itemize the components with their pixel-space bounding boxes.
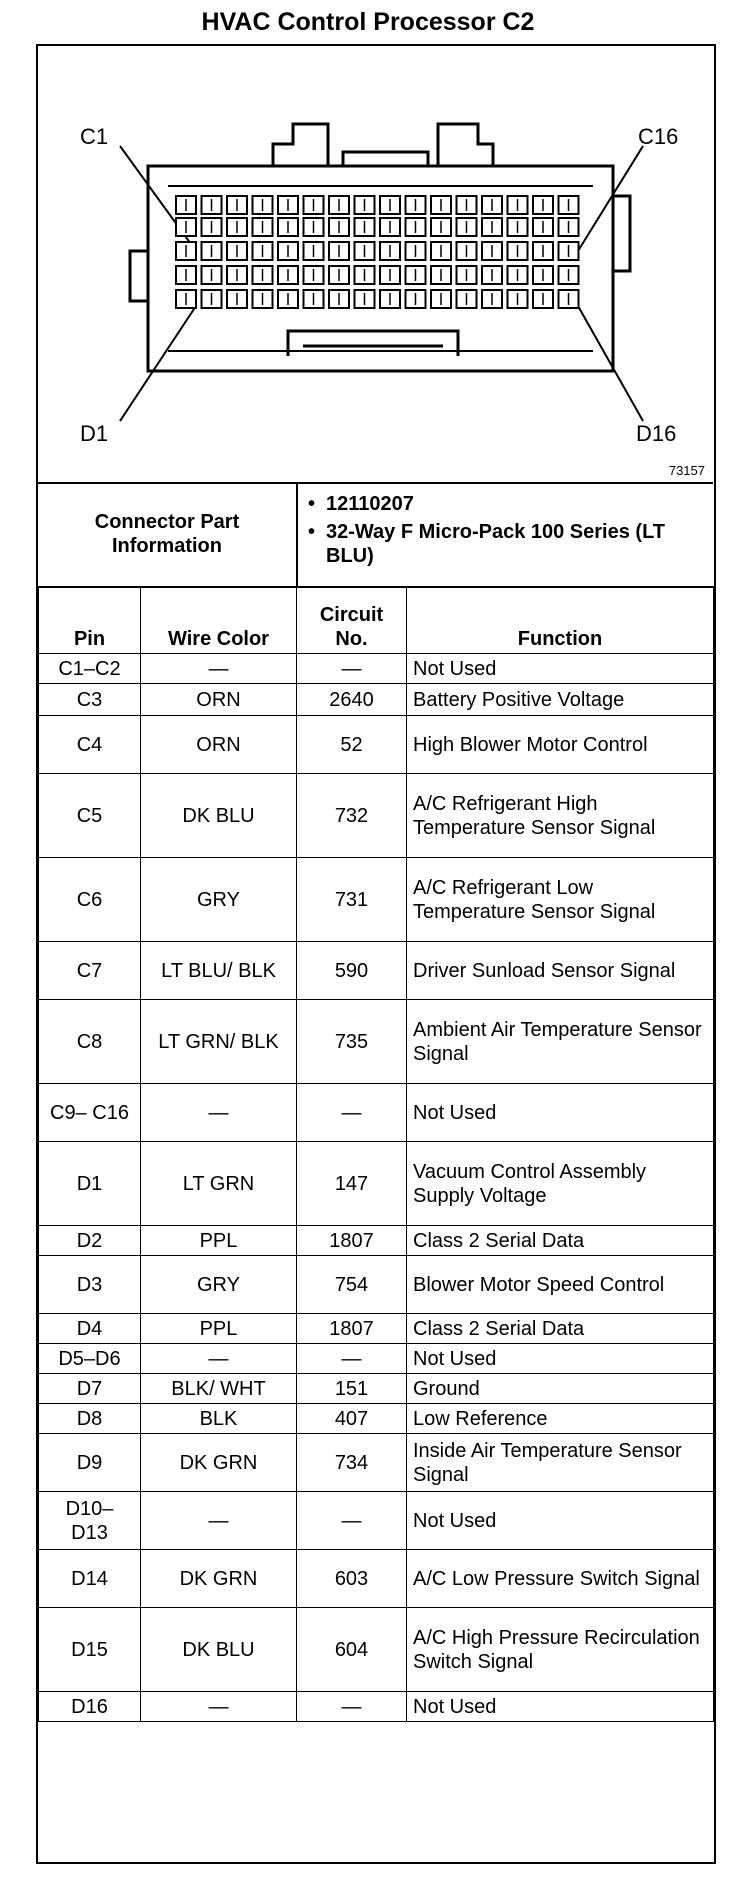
pin-cell: C5 <box>39 774 141 858</box>
circuit-cell: 731 <box>297 858 407 942</box>
table-row <box>39 1256 714 1314</box>
wire-color-cell: — <box>141 1084 297 1142</box>
circuit-cell: 732 <box>297 774 407 858</box>
pin-cell: C9– C16 <box>39 1084 141 1142</box>
function-cell: Inside Air Temperature Sensor Signal <box>407 1434 714 1492</box>
circuit-cell: 1807 <box>297 1314 407 1344</box>
header-circuit: Circuit No. <box>297 587 407 654</box>
pin-cell: C7 <box>39 942 141 1000</box>
page-title: HVAC Control Processor C2 <box>201 8 535 36</box>
pin-cell: D16 <box>39 1692 141 1722</box>
table-row <box>39 1374 714 1404</box>
wire-color-cell: — <box>141 654 297 684</box>
table-row <box>39 858 714 942</box>
wire-color-cell: DK BLU <box>141 1608 297 1692</box>
table-row <box>39 1404 714 1434</box>
header-wire-color: Wire Color <box>141 587 297 654</box>
circuit-cell: 735 <box>297 1000 407 1084</box>
pin-cell: D2 <box>39 1226 141 1256</box>
wire-color-cell: ORN <box>141 716 297 774</box>
table-header-row <box>39 587 714 654</box>
table-row <box>39 1314 714 1344</box>
circuit-cell: — <box>297 1344 407 1374</box>
wire-color-cell: — <box>141 1344 297 1374</box>
circuit-cell: — <box>297 1084 407 1142</box>
wire-color-cell: ORN <box>141 684 297 716</box>
diagram-reference-number: 73157 <box>668 463 705 478</box>
connector-frame <box>36 44 716 1864</box>
circuit-cell: 52 <box>297 716 407 774</box>
wire-color-cell: BLK/ WHT <box>141 1374 297 1404</box>
pin-cell: D14 <box>39 1550 141 1608</box>
pin-cell: D3 <box>39 1256 141 1314</box>
table-row <box>39 1226 714 1256</box>
table-row <box>39 942 714 1000</box>
wire-color-cell: PPL <box>141 1226 297 1256</box>
part-number: • 12110207 <box>308 492 703 516</box>
function-cell: Battery Positive Voltage <box>407 684 714 716</box>
table-row <box>39 1084 714 1142</box>
function-cell: A/C High Pressure Recirculation Switch Signal <box>407 1608 714 1692</box>
function-cell: Class 2 Serial Data <box>407 1226 714 1256</box>
connector-part-info-heading: Connector Part Information <box>38 482 298 586</box>
function-cell: Ground <box>407 1374 714 1404</box>
pin-cell: D10– D13 <box>39 1492 141 1550</box>
function-cell: Not Used <box>407 1344 714 1374</box>
wire-color-cell: LT GRN/ BLK <box>141 1000 297 1084</box>
circuit-cell: 754 <box>297 1256 407 1314</box>
connector-part-info-list <box>308 492 703 572</box>
wire-color-cell: LT GRN <box>141 1142 297 1226</box>
circuit-cell: 151 <box>297 1374 407 1404</box>
circuit-cell: 604 <box>297 1608 407 1692</box>
label-c1: C1 <box>80 124 109 149</box>
header-function: Function <box>407 587 714 654</box>
pin-cell: C6 <box>39 858 141 942</box>
connector-drawing <box>38 46 713 482</box>
table-row <box>39 1344 714 1374</box>
pinout-table <box>38 586 714 1722</box>
wire-color-cell: GRY <box>141 1256 297 1314</box>
pin-cell: C4 <box>39 716 141 774</box>
function-cell: High Blower Motor Control <box>407 716 714 774</box>
wire-color-cell: DK BLU <box>141 774 297 858</box>
wire-color-cell: GRY <box>141 858 297 942</box>
wire-color-cell: DK GRN <box>141 1550 297 1608</box>
circuit-cell: 1807 <box>297 1226 407 1256</box>
pin-cell: D9 <box>39 1434 141 1492</box>
label-d1: D1 <box>80 421 109 446</box>
wire-color-cell: LT BLU/ BLK <box>141 942 297 1000</box>
function-cell: Low Reference <box>407 1404 714 1434</box>
header-pin: Pin <box>39 587 141 654</box>
label-c16: C16 <box>638 124 679 149</box>
wire-color-cell: DK GRN <box>141 1434 297 1492</box>
function-cell: A/C Refrigerant High Temperature Sensor Signal <box>407 774 714 858</box>
circuit-cell: 603 <box>297 1550 407 1608</box>
circuit-cell: — <box>297 654 407 684</box>
function-cell: Not Used <box>407 1492 714 1550</box>
table-row <box>39 1000 714 1084</box>
function-cell: A/C Refrigerant Low Temperature Sensor Signal <box>407 858 714 942</box>
table-row <box>39 1550 714 1608</box>
pin-cell: C1–C2 <box>39 654 141 684</box>
circuit-cell: 734 <box>297 1434 407 1492</box>
function-cell: Blower Motor Speed Control <box>407 1256 714 1314</box>
table-row <box>39 774 714 858</box>
connector-diagram <box>38 46 713 484</box>
circuit-cell: 147 <box>297 1142 407 1226</box>
table-row <box>39 1492 714 1550</box>
function-cell: Not Used <box>407 1692 714 1722</box>
function-cell: Not Used <box>407 654 714 684</box>
function-cell: Class 2 Serial Data <box>407 1314 714 1344</box>
pin-cell: C3 <box>39 684 141 716</box>
circuit-cell: 2640 <box>297 684 407 716</box>
table-row <box>39 1608 714 1692</box>
function-cell: Driver Sunload Sensor Signal <box>407 942 714 1000</box>
wire-color-cell: BLK <box>141 1404 297 1434</box>
function-cell: Not Used <box>407 1084 714 1142</box>
label-d16: D16 <box>636 421 677 446</box>
circuit-cell: — <box>297 1692 407 1722</box>
wire-color-cell: PPL <box>141 1314 297 1344</box>
pin-cell: D4 <box>39 1314 141 1344</box>
table-row <box>39 654 714 684</box>
table-row <box>39 716 714 774</box>
table-row <box>39 1142 714 1226</box>
wire-color-cell: — <box>141 1492 297 1550</box>
function-cell: Ambient Air Temperature Sensor Signal <box>407 1000 714 1084</box>
table-row <box>39 1692 714 1722</box>
pin-cell: D7 <box>39 1374 141 1404</box>
table-row <box>39 684 714 716</box>
connector-description: • 32-Way F Micro-Pack 100 Series (LT BLU) <box>308 520 703 568</box>
circuit-cell: 590 <box>297 942 407 1000</box>
pin-cell: D1 <box>39 1142 141 1226</box>
circuit-cell: 407 <box>297 1404 407 1434</box>
function-cell: A/C Low Pressure Switch Signal <box>407 1550 714 1608</box>
pin-cell: C8 <box>39 1000 141 1084</box>
pin-cell: D15 <box>39 1608 141 1692</box>
connector-part-info <box>38 482 713 588</box>
pin-cell: D5–D6 <box>39 1344 141 1374</box>
function-cell: Vacuum Control Assembly Supply Voltage <box>407 1142 714 1226</box>
circuit-cell: — <box>297 1492 407 1550</box>
wire-color-cell: — <box>141 1692 297 1722</box>
table-row <box>39 1434 714 1492</box>
pin-cell: D8 <box>39 1404 141 1434</box>
